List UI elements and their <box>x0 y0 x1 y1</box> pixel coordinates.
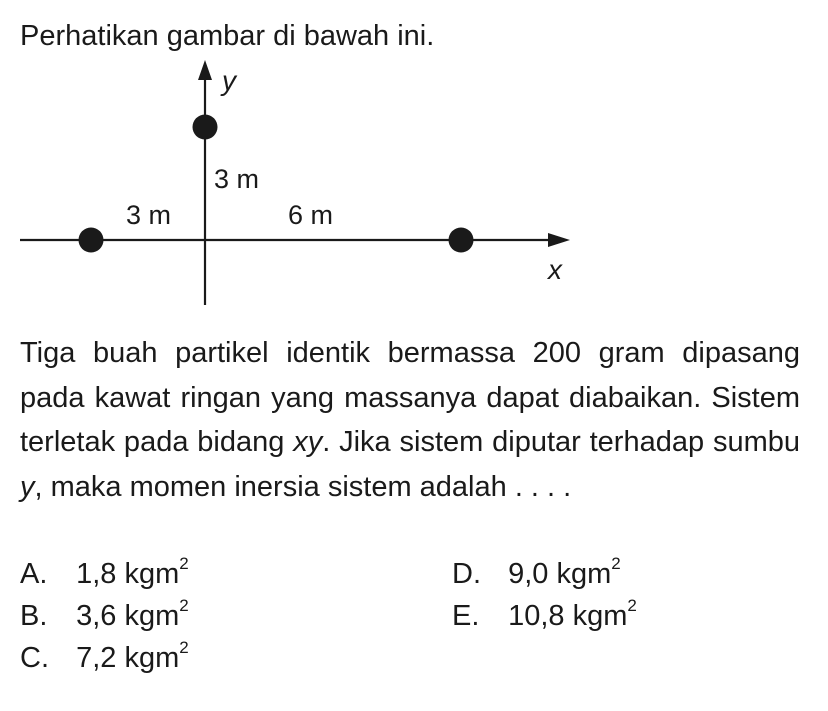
option-value: 7,2 <box>76 642 117 674</box>
option-value: 1,8 <box>76 558 117 590</box>
option-letter: E. <box>452 600 480 632</box>
question-text <box>20 331 800 509</box>
option-exponent: 2 <box>611 554 621 574</box>
option-d[interactable] <box>452 554 621 594</box>
option-letter: A. <box>20 558 48 590</box>
option-letter: C. <box>20 642 49 674</box>
option-value: 3,6 <box>76 600 117 632</box>
particle-left <box>79 228 104 253</box>
option-a[interactable] <box>20 554 189 594</box>
option-e[interactable] <box>452 596 637 636</box>
x-axis-label: x <box>548 254 562 285</box>
x-axis-arrow <box>548 233 570 247</box>
option-letter: D. <box>452 558 481 590</box>
option-exponent: 2 <box>179 638 189 658</box>
y-axis-label: y <box>222 65 236 96</box>
option-exponent: 2 <box>179 596 189 616</box>
question-part-2: . Jika sistem diputar terhadap sumbu <box>322 426 800 458</box>
option-value: 10,8 <box>508 600 565 632</box>
option-c[interactable] <box>20 638 189 678</box>
intro-text: Perhatikan gambar di bawah ini. <box>20 20 435 52</box>
option-b[interactable] <box>20 596 189 636</box>
option-unit: kgm <box>124 642 180 674</box>
option-unit: kgm <box>124 600 180 632</box>
question-var-y: y <box>20 470 35 503</box>
distance-label-left: 3 m <box>126 200 172 230</box>
option-unit: kgm <box>572 600 628 632</box>
option-unit: kgm <box>556 558 612 590</box>
distance-label-top: 3 m <box>214 164 260 194</box>
question-part-1: Tiga buah partikel identik bermassa 200 gram dipasang pada kawat ringan yang massanya dapat diabaikan. Sistem terletak pada bidang <box>20 337 800 458</box>
y-axis-arrow <box>198 60 212 80</box>
particle-right <box>449 228 474 253</box>
option-value: 9,0 <box>508 558 549 590</box>
question-var-xy: xy <box>293 426 323 458</box>
question-part-3: , maka momen inersia sistem adalah . . . . <box>34 470 572 503</box>
option-exponent: 2 <box>179 554 189 574</box>
option-unit: kgm <box>124 558 180 590</box>
particle-top <box>193 115 218 140</box>
distance-label-right: 6 m <box>288 200 334 230</box>
option-exponent: 2 <box>627 596 637 616</box>
option-letter: B. <box>20 600 48 632</box>
